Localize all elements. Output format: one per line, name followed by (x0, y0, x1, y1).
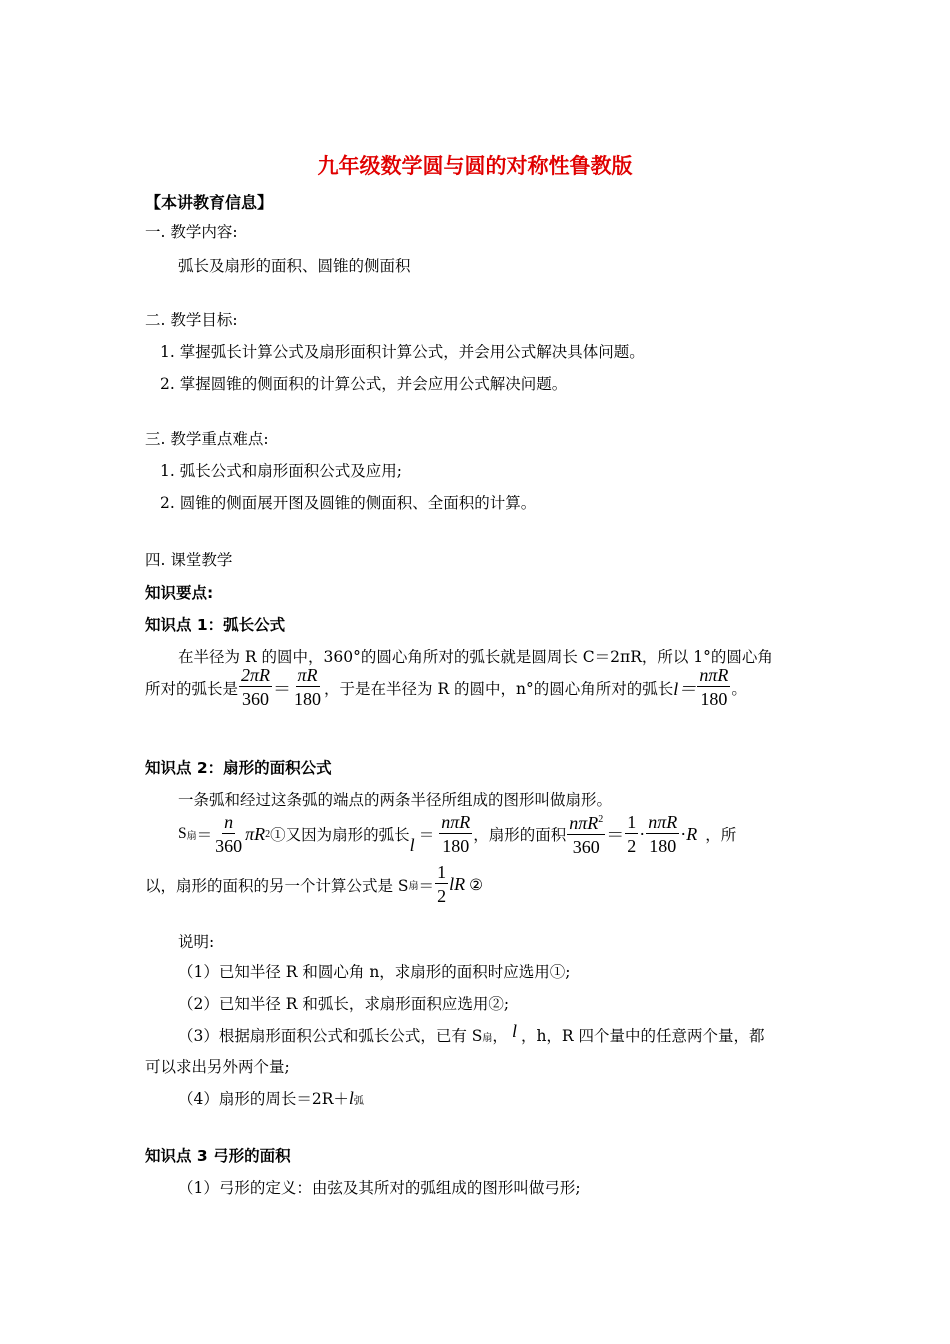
frac-denominator: 360 (242, 689, 270, 709)
section2-item1: 1. 掌握弧长计算公式及扇形面积计算公式，并会用公式解决具体问题。 (160, 343, 645, 361)
fraction-npir-180 (697, 664, 730, 711)
s-label: S (178, 825, 187, 842)
arc-length-symbol: l (348, 1088, 354, 1108)
equals-sign: ＝ (196, 826, 213, 844)
section3-item2: 2. 圆锥的侧面展开图及圆锥的侧面积、全面积的计算。 (160, 494, 537, 512)
kp2-text-mid1: ①又因为扇形的弧长 (270, 826, 410, 844)
numerator-text: nπR (569, 813, 599, 833)
lr-product: lR (449, 874, 466, 894)
section2-item2: 2. 掌握圆锥的侧面积的计算公式，并会应用公式解决问题。 (160, 375, 568, 393)
note-3-line2: 可以求出另外两个量; (145, 1058, 290, 1076)
frac-numerator: nπR (699, 665, 729, 685)
radius-symbol: R (686, 823, 698, 844)
kp2-line3-text: 以，扇形的面积的另一个计算公式是 S (145, 876, 409, 895)
kp2-text-end: ，所 (705, 826, 737, 844)
multiply-dot: · (680, 823, 687, 844)
fraction-npir2-360 (567, 809, 605, 859)
arc-length-symbol: l (409, 834, 415, 855)
frac-denominator: 180 (442, 835, 470, 856)
kp1-line2-text-c: 。 (731, 679, 747, 698)
section4-heading: 四. 课堂教学 (145, 551, 233, 569)
frac-denominator: 180 (649, 835, 677, 856)
exponent-2: 2 (265, 828, 271, 840)
frac-denominator: 360 (572, 837, 600, 857)
kp3-line1: （1）弓形的定义：由弦及其所对的弧组成的图形叫做弓形; (178, 1179, 581, 1197)
frac-denominator: 180 (294, 689, 322, 709)
kp1-line1: 在半径为 R 的圆中，360°的圆心角所对的弧长就是圆周长 C＝2πR，所以 1°的圆心角 (178, 648, 773, 666)
fraction-pir-180 (292, 664, 323, 711)
frac-numerator: nπR (441, 811, 471, 832)
kp1-line2 (145, 664, 747, 711)
frac-numerator (567, 809, 605, 835)
section2-heading: 二. 教学目标: (145, 311, 238, 329)
kp2-formula-line (178, 809, 736, 859)
exponent-2: 2 (598, 814, 604, 825)
formula-marker-2: ② (469, 875, 483, 894)
kp2-line3 (145, 861, 483, 908)
arc-subscript: 弧 (353, 1096, 364, 1107)
equals-sign: ＝ (273, 678, 292, 699)
arc-length-symbol: l＝ (673, 678, 697, 699)
s-subscript: 扇 (482, 1033, 493, 1044)
kp1-heading: 知识点 1：弧长公式 (145, 616, 286, 634)
section1-heading: 一. 教学内容: (145, 223, 238, 241)
frac-numerator: 1 (627, 811, 637, 832)
note-4 (178, 1087, 364, 1109)
fraction-1-2 (625, 811, 638, 858)
frac-denominator: 180 (700, 689, 728, 709)
kp3-heading: 知识点 3 弓形的面积 (145, 1147, 291, 1165)
note-4-text: （4）扇形的周长＝2R＋ (178, 1090, 349, 1108)
frac-denominator: 2 (627, 835, 637, 856)
frac-numerator: 2πR (241, 665, 271, 685)
equals-sign: ＝ (418, 826, 435, 844)
frac-denominator: 2 (437, 886, 447, 906)
s-subscript: 扇 (408, 881, 419, 892)
section3-heading: 三. 教学重点难点: (145, 430, 269, 448)
note-3-text-a: （3）根据扇形面积公式和弧长公式，已有 S (178, 1027, 483, 1045)
fraction-n-360 (213, 811, 244, 858)
kp2-heading: 知识点 2：扇形的面积公式 (145, 759, 332, 777)
fraction-npir-180 (439, 811, 472, 858)
frac-numerator: n (224, 811, 234, 832)
fraction-1-2 (435, 861, 448, 908)
note-3-line1 (178, 1021, 765, 1046)
frac-numerator: nπR (648, 811, 678, 832)
fraction-npir-180 (646, 811, 679, 858)
fraction-2pir-360 (239, 664, 272, 711)
page-title: 九年级数学圆与圆的对称性鲁教版 (317, 154, 633, 178)
note-3-text-c: ，h，R 四个量中的任意两个量，都 (520, 1027, 765, 1045)
info-heading: 【本讲教育信息】 (145, 193, 274, 212)
notes-heading: 说明: (178, 933, 215, 951)
kp1-line2-text-a: 所对的弧长是 (145, 679, 239, 698)
kp2-line1: 一条弧和经过这条弧的端点的两条半径所组成的图形叫做扇形。 (178, 791, 613, 809)
pi-r-squared: πR (245, 823, 266, 844)
equals-sign: ＝ (418, 876, 435, 895)
note-1: （1）已知半径 R 和圆心角 n，求扇形的面积时应选用①; (178, 963, 571, 981)
frac-numerator: 1 (437, 862, 447, 882)
section3-item1: 1. 弧长公式和扇形面积公式及应用; (160, 462, 402, 480)
arc-length-symbol: l (511, 1021, 517, 1041)
kp1-line2-text-b: ，于是在半径为 R 的圆中，n°的圆心角所对的弧长 (324, 679, 674, 698)
frac-numerator: πR (297, 665, 318, 685)
note-3-text-b: ， (492, 1027, 508, 1045)
kp2-text-mid2: ，扇形的面积 (473, 826, 567, 844)
note-2: （2）已知半径 R 和弧长，求扇形面积应选用②; (178, 995, 510, 1013)
frac-denominator: 360 (215, 835, 243, 856)
s-subscript: 扇 (186, 830, 197, 842)
multiply-dot: · (639, 823, 646, 844)
points-heading: 知识要点: (145, 584, 214, 602)
section1-text: 弧长及扇形的面积、圆锥的侧面积 (178, 257, 411, 275)
equals-sign: ＝ (606, 825, 625, 845)
